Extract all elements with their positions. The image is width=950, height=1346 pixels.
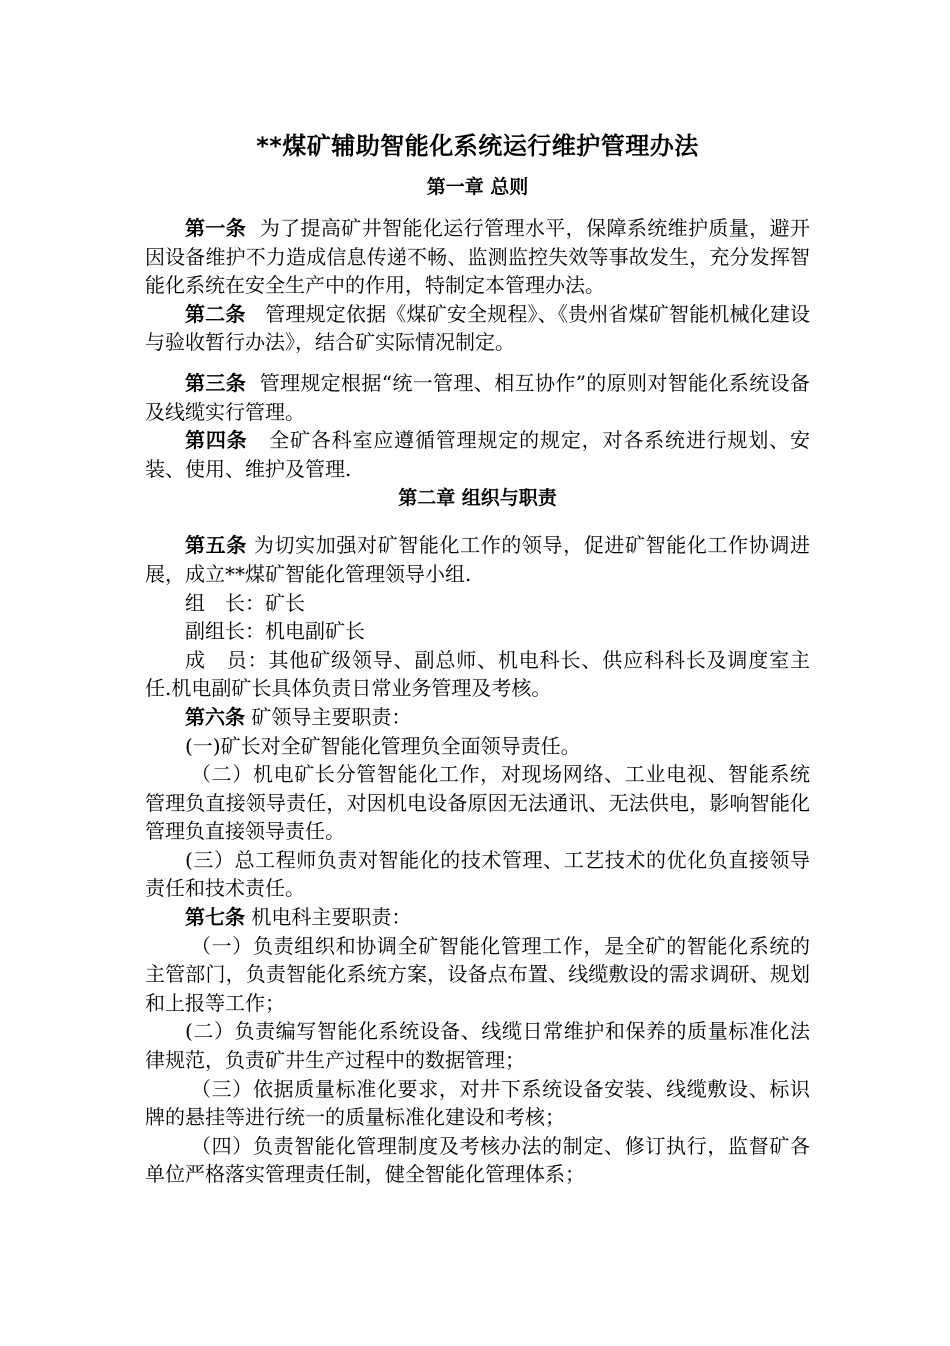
article-1 [145, 214, 810, 300]
article-5-label: 第五条 [185, 533, 247, 558]
article-5-leader: 组 长：矿长 [185, 590, 305, 615]
article-3-label: 第三条 [185, 370, 247, 395]
article-6 [145, 703, 810, 732]
article-6-label: 第六条 [185, 704, 245, 729]
article-5-text: 为切实加强对矿智能化工作的领导，促进矿智能化工作协调进展，成立**煤矿智能化管理领导小组. [145, 533, 811, 586]
chapter-1-heading: 第一章 总则 [426, 176, 529, 198]
article-7-item-3: （三）依据质量标准化要求，对井下系统设备安装、线缆敷设、标识牌的悬挂等进行统一的质量标准化建设和考核； [145, 1076, 810, 1130]
article-3 [145, 369, 810, 426]
article-6-item-3: (三）总工程师负责对智能化的技术管理、工艺技术的优化负直接领导责任和技术责任。 [145, 847, 810, 901]
article-1-label: 第一条 [185, 216, 247, 240]
article-2-text: 管理规定依据《煤矿安全规程》、《贵州省煤矿智能机械化建设与验收暂行办法》，结合矿实际情况制定。 [145, 301, 811, 355]
article-5-deputy: 副组长：机电副矿长 [185, 619, 365, 644]
article-7 [145, 903, 810, 932]
article-4-label: 第四条 [185, 428, 248, 453]
article-2-label: 第二条 [185, 301, 246, 326]
article-7-text: 机电科主要职责： [251, 905, 412, 930]
article-6-item-1: (一)矿长对全矿智能化管理负全面领导责任。 [185, 733, 581, 758]
article-7-item-2: (二）负责编写智能化系统设备、线缆日常维护和保养的质量标准化法律规范，负责矿井生产过程中的数据管理； [145, 1019, 810, 1073]
article-5 [145, 531, 810, 588]
article-7-item-4: （四）负责智能化管理制度及考核办法的制定、修订执行，监督矿各单位严格落实管理责任制，健全智能化管理体系； [145, 1133, 810, 1187]
document-title: **煤矿辅助智能化系统运行维护管理办法 [256, 132, 699, 160]
article-6-text: 矿领导主要职责： [251, 704, 412, 729]
document-page [145, 128, 810, 1189]
article-5-members: 成 员：其他矿级领导、副总师、机电科长、供应科科长及调度室主任.机电副矿长具体负责日常业务管理及考核。 [145, 647, 810, 701]
paragraph-gap [145, 357, 810, 369]
article-6-item-2: （二）机电矿长分管智能化工作，对现场网络、工业电视、智能系统管理负直接领导责任，对因机电设备原因无法通讯、无法供电，影响智能化管理负直接领导责任。 [145, 762, 810, 844]
article-3-text: 管理规定根据“统一管理、相互协作”的原则对智能化系统设备及线缆实行管理。 [145, 370, 811, 424]
article-4-text: 全矿各科室应遵循管理规定的规定，对各系统进行规划、安装、使用、维护及管理. [145, 428, 811, 481]
chapter-2-heading: 第二章 组织与职责 [398, 487, 557, 510]
article-1-text: 为了提高矿井智能化运行管理水平，保障系统维护质量，避开因设备维护不力造成信息传递不畅、监测监控失效等事故发生，充分发挥智能化系统在安全生产中的作用，特制定本管理办法。 [145, 216, 811, 298]
article-4 [145, 426, 810, 483]
article-7-label: 第七条 [185, 905, 245, 930]
article-2 [145, 300, 810, 357]
article-7-item-1: （一）负责组织和协调全矿智能化管理工作，是全矿的智能化系统的主管部门，负责智能化系统方案，设备点布置、线缆敷设的需求调研、规划和上报等工作； [145, 933, 810, 1015]
